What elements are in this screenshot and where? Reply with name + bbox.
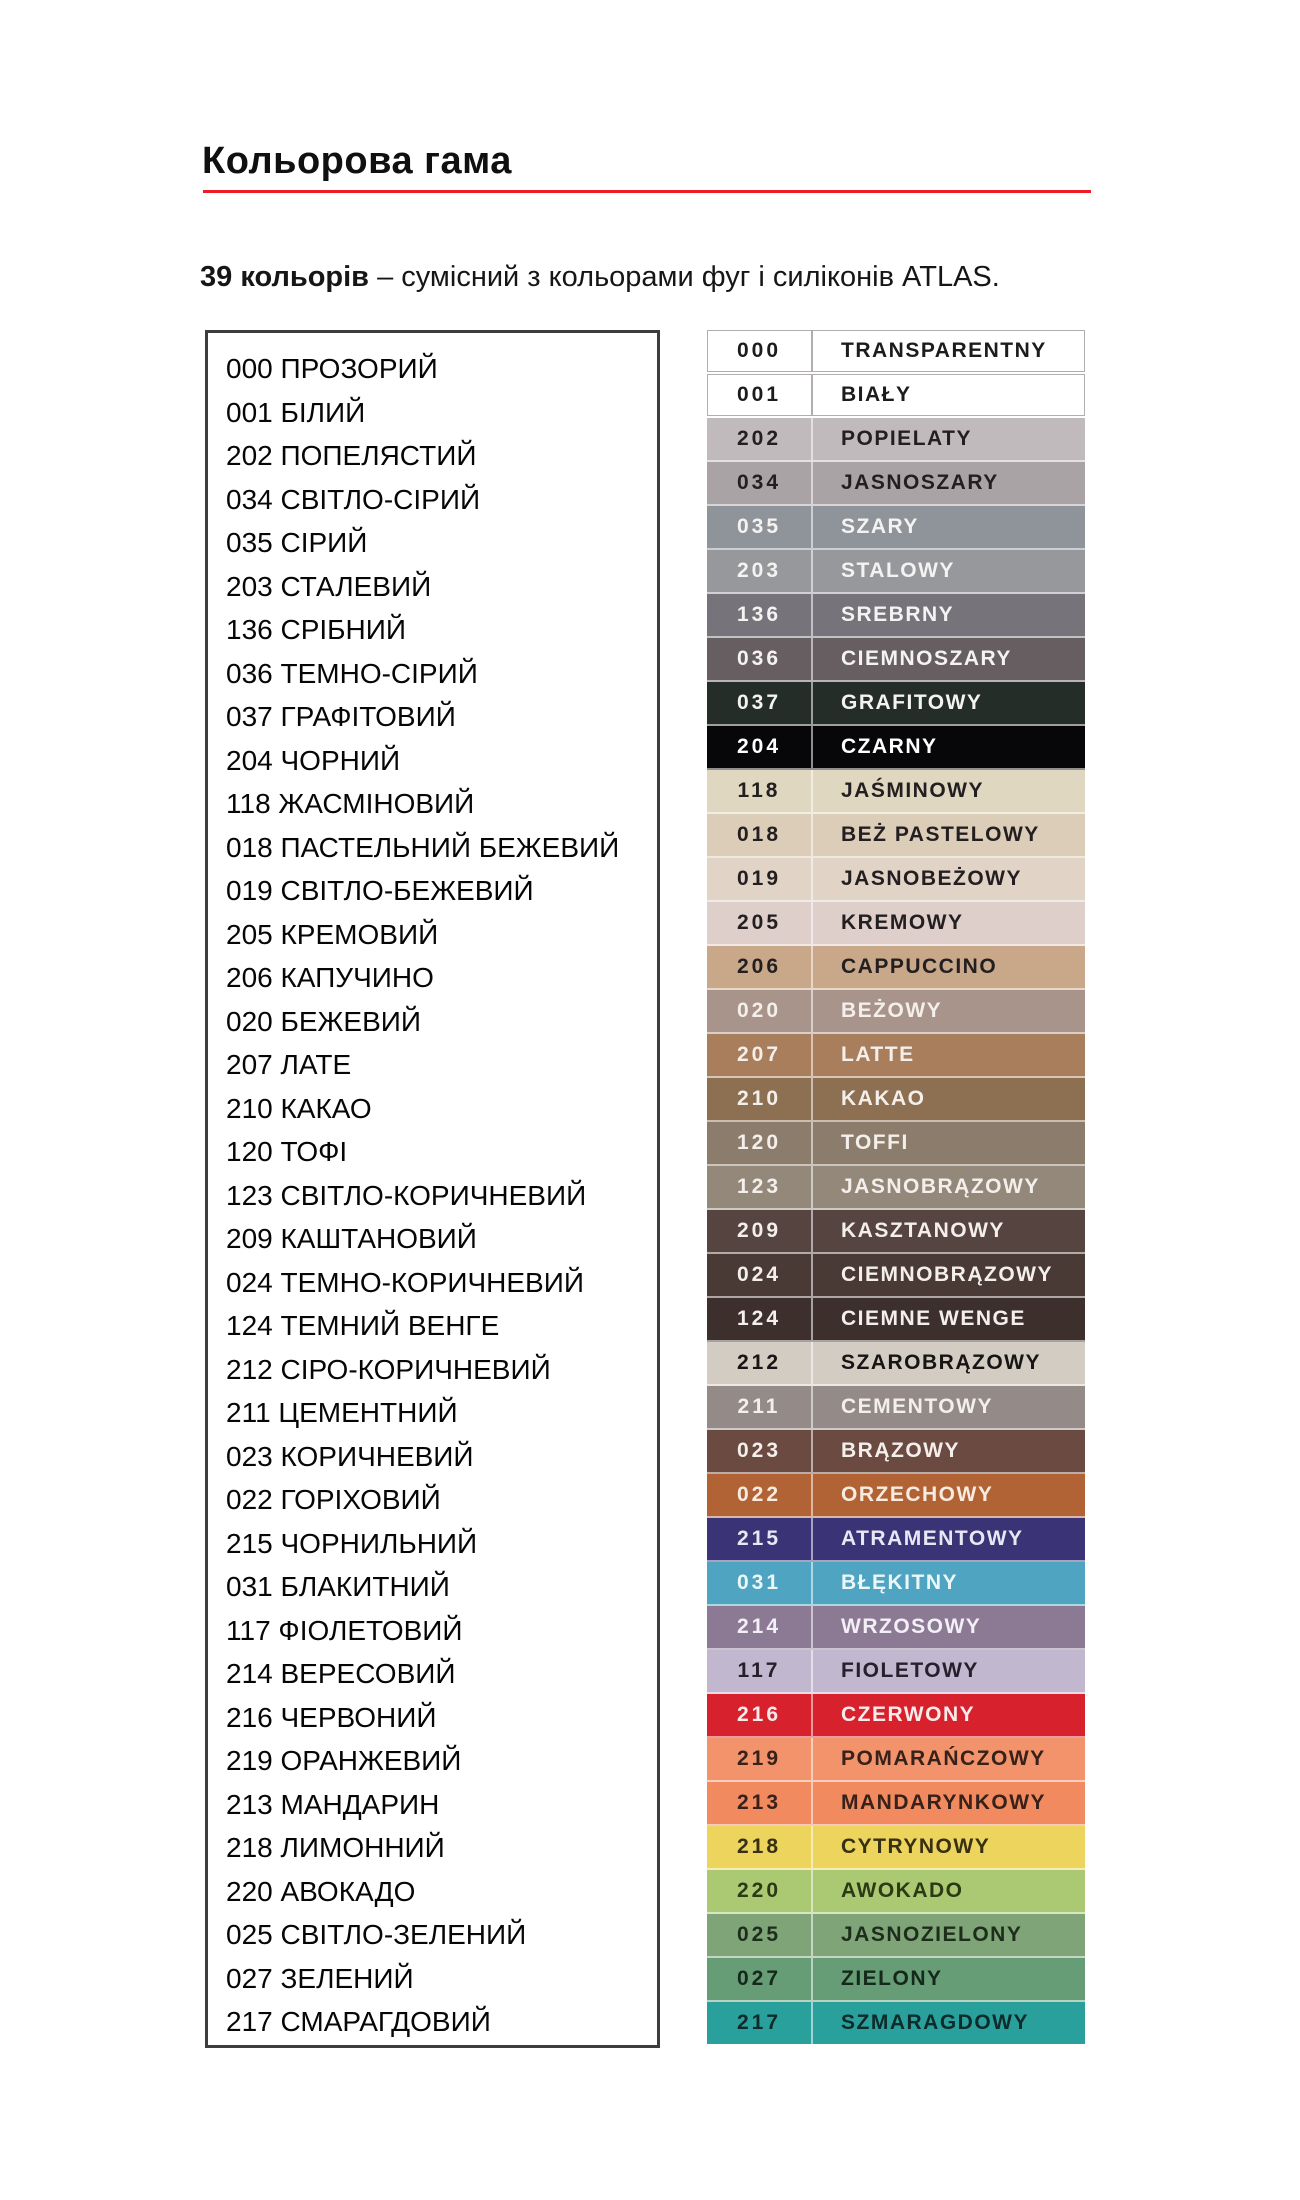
list-item: 117 ФІОЛЕТОВИЙ xyxy=(226,1614,463,1646)
table-row xyxy=(707,770,1085,814)
table-row xyxy=(707,330,1085,374)
list-item: 036 ТЕМНО-СІРИЙ xyxy=(226,657,478,689)
code-cell: 019 xyxy=(736,867,782,890)
code-cell: 124 xyxy=(736,1307,782,1330)
table-row xyxy=(707,1562,1085,1606)
list-item: 031 БЛАКИТНИЙ xyxy=(226,1571,450,1602)
list-item: 214 ВЕРЕСОВИЙ xyxy=(226,1658,456,1689)
table-row xyxy=(707,1254,1085,1298)
list-item: 000 ПРОЗОРИЙ xyxy=(226,353,438,384)
list-item: 120 ТОФІ xyxy=(226,1136,348,1167)
name-cell: POPIELATY xyxy=(841,427,972,450)
list-item: 023 КОРИЧНЕВИЙ xyxy=(226,1440,474,1472)
ukrainian-color-list xyxy=(205,330,660,2048)
code-cell: 213 xyxy=(736,1791,782,1814)
list-item: 025 СВІТЛО-ЗЕЛЕНИЙ xyxy=(226,1919,527,1950)
code-cell: 205 xyxy=(736,911,782,934)
name-cell: KREMOWY xyxy=(841,911,964,934)
name-cell: SZAROBRĄZOWY xyxy=(841,1351,1041,1374)
list-item: 037 ГРАФІТОВИЙ xyxy=(226,701,456,732)
name-cell: BEŻ PASTELOWY xyxy=(841,823,1040,846)
table-row xyxy=(707,1738,1085,1782)
name-cell: CEMENTOWY xyxy=(841,1395,993,1418)
table-row xyxy=(707,814,1085,858)
code-cell: 036 xyxy=(736,647,782,670)
table-row xyxy=(707,1958,1085,2002)
name-cell: BŁĘKITNY xyxy=(841,1571,958,1594)
list-item: 217 СМАРАГДОВИЙ xyxy=(226,2006,491,2037)
list-item: 212 СІРО-КОРИЧНЕВИЙ xyxy=(226,1353,551,1385)
list-item: 018 ПАСТЕЛЬНИЙ БЕЖЕВИЙ xyxy=(226,831,620,863)
code-cell: 211 xyxy=(737,1395,781,1418)
list-item: 210 КАКАО xyxy=(226,1092,372,1124)
code-cell: 023 xyxy=(736,1439,782,1462)
code-cell: 209 xyxy=(736,1219,782,1242)
table-row xyxy=(707,1122,1085,1166)
code-cell: 206 xyxy=(736,955,782,978)
code-cell: 216 xyxy=(736,1703,782,1726)
intro-text xyxy=(200,261,1000,294)
name-cell: SZMARAGDOWY xyxy=(841,2011,1029,2034)
code-cell: 123 xyxy=(736,1175,782,1198)
name-cell: JAŚMINOWY xyxy=(841,779,985,802)
code-cell: 024 xyxy=(736,1263,782,1286)
table-row xyxy=(707,1430,1085,1474)
code-cell: 212 xyxy=(736,1351,782,1374)
list-item: 209 КАШТАНОВИЙ xyxy=(226,1223,477,1254)
name-cell: AWOKADO xyxy=(841,1879,964,1902)
code-cell: 001 xyxy=(736,383,782,406)
list-item: 027 ЗЕЛЕНИЙ xyxy=(226,1962,414,1994)
list-item: 207 ЛАТЕ xyxy=(226,1049,352,1080)
code-cell: 214 xyxy=(736,1615,782,1638)
table-row xyxy=(707,1914,1085,1958)
table-row xyxy=(707,1518,1085,1562)
table-row xyxy=(707,1166,1085,1210)
table-row xyxy=(707,638,1085,682)
list-item: 124 ТЕМНИЙ ВЕНГЕ xyxy=(226,1310,500,1341)
name-cell: LATTE xyxy=(841,1043,915,1066)
table-row xyxy=(707,1298,1085,1342)
name-cell: MANDARYNKOWY xyxy=(841,1791,1047,1814)
table-row xyxy=(707,1210,1085,1254)
code-cell: 018 xyxy=(736,823,782,846)
list-item: 205 КРЕМОВИЙ xyxy=(226,918,439,950)
name-cell: CIEMNOBRĄZOWY xyxy=(841,1263,1053,1286)
table-row xyxy=(707,1474,1085,1518)
name-cell: ATRAMENTOWY xyxy=(841,1527,1024,1550)
list-item: 219 ОРАНЖЕВИЙ xyxy=(226,1745,462,1776)
name-cell: ORZECHOWY xyxy=(841,1483,994,1506)
table-row xyxy=(707,1606,1085,1650)
table-row xyxy=(707,374,1085,418)
name-cell: POMARAŃCZOWY xyxy=(841,1747,1046,1770)
name-cell: JASNOZIELONY xyxy=(841,1923,1023,1946)
table-row xyxy=(707,1386,1085,1430)
code-cell: 118 xyxy=(737,779,781,802)
code-cell: 202 xyxy=(736,427,782,450)
table-row xyxy=(707,1826,1085,1870)
name-cell: JASNOSZARY xyxy=(841,471,999,494)
table-row xyxy=(707,1034,1085,1078)
list-item: 203 СТАЛЕВИЙ xyxy=(226,570,432,602)
code-cell: 027 xyxy=(736,1967,782,1990)
name-cell: KAKAO xyxy=(841,1087,926,1110)
list-item: 211 ЦЕМЕНТНИЙ xyxy=(226,1397,458,1428)
intro-bold: 39 кольорів xyxy=(200,261,370,293)
code-cell: 034 xyxy=(736,471,782,494)
table-row xyxy=(707,1078,1085,1122)
table-row xyxy=(707,418,1085,462)
list-item: 035 СІРИЙ xyxy=(226,527,368,558)
table-row xyxy=(707,726,1085,770)
table-row xyxy=(707,902,1085,946)
name-cell: FIOLETOWY xyxy=(841,1659,979,1682)
table-row xyxy=(707,506,1085,550)
name-cell: BIAŁY xyxy=(841,383,912,406)
list-item: 034 СВІТЛО-СІРИЙ xyxy=(226,483,481,515)
code-cell: 218 xyxy=(736,1835,782,1858)
code-cell: 025 xyxy=(736,1923,782,1946)
name-cell: ZIELONY xyxy=(841,1967,943,1990)
table-row xyxy=(707,1694,1085,1738)
code-cell: 022 xyxy=(736,1483,782,1506)
list-item: 001 БІЛИЙ xyxy=(226,396,366,428)
page-title: Кольорова гама xyxy=(202,140,512,182)
name-cell: JASNOBEŻOWY xyxy=(841,867,1023,890)
list-item: 123 СВІТЛО-КОРИЧНЕВИЙ xyxy=(226,1179,587,1211)
list-item: 136 СРІБНИЙ xyxy=(226,614,407,645)
red-divider xyxy=(203,190,1091,193)
name-cell: BRĄZOWY xyxy=(841,1439,960,1462)
polish-color-table xyxy=(707,330,1085,2044)
code-cell: 210 xyxy=(736,1087,782,1110)
name-cell: JASNOBRĄZOWY xyxy=(841,1175,1040,1198)
name-cell: SZARY xyxy=(841,515,919,538)
name-cell: BEŻOWY xyxy=(841,999,943,1022)
list-item: 215 ЧОРНИЛЬНИЙ xyxy=(226,1527,478,1559)
name-cell: KASZTANOWY xyxy=(841,1219,1005,1242)
code-cell: 000 xyxy=(736,339,782,362)
code-cell: 020 xyxy=(736,999,782,1022)
code-cell: 136 xyxy=(736,603,782,626)
name-cell: SREBRNY xyxy=(841,603,955,626)
table-row xyxy=(707,1342,1085,1386)
code-cell: 120 xyxy=(736,1131,782,1154)
table-row xyxy=(707,2002,1085,2044)
name-cell: CAPPUCCINO xyxy=(841,955,998,978)
list-item: 118 ЖАСМІНОВИЙ xyxy=(226,788,475,819)
code-cell: 219 xyxy=(736,1747,782,1770)
name-cell: CIEMNOSZARY xyxy=(841,647,1012,670)
table-row xyxy=(707,682,1085,726)
list-item: 204 ЧОРНИЙ xyxy=(226,744,401,776)
code-cell: 217 xyxy=(736,2011,782,2034)
table-row xyxy=(707,594,1085,638)
code-cell: 035 xyxy=(736,515,782,538)
code-cell: 037 xyxy=(736,691,782,714)
name-cell: CIEMNE WENGE xyxy=(841,1307,1026,1330)
table-row xyxy=(707,1870,1085,1914)
table-row xyxy=(707,990,1085,1034)
code-cell: 215 xyxy=(736,1527,782,1550)
name-cell: CZARNY xyxy=(841,735,938,758)
table-row xyxy=(707,550,1085,594)
code-cell: 207 xyxy=(736,1043,782,1066)
code-cell: 031 xyxy=(736,1571,782,1594)
table-row xyxy=(707,1650,1085,1694)
name-cell: STALOWY xyxy=(841,559,955,582)
list-item: 020 БЕЖЕВИЙ xyxy=(226,1005,422,1037)
name-cell: WRZOSOWY xyxy=(841,1615,982,1638)
table-row xyxy=(707,946,1085,990)
list-item: 213 МАНДАРИН xyxy=(226,1788,440,1820)
name-cell: GRAFITOWY xyxy=(841,691,983,714)
name-cell: CZERWONY xyxy=(841,1703,976,1726)
intro-rest: – сумісний з кольорами фуг і силіконів ATLAS. xyxy=(369,261,1000,293)
code-cell: 220 xyxy=(736,1879,782,1902)
list-item: 220 АВОКАДО xyxy=(226,1875,416,1907)
code-cell: 204 xyxy=(736,735,782,758)
name-cell: TRANSPARENTNY xyxy=(841,339,1047,362)
list-item: 202 ПОПЕЛЯСТИЙ xyxy=(226,440,477,471)
table-row xyxy=(707,1782,1085,1826)
name-cell: CYTRYNOWY xyxy=(841,1835,991,1858)
list-item: 218 ЛИМОННИЙ xyxy=(226,1832,445,1863)
list-item: 024 ТЕМНО-КОРИЧНЕВИЙ xyxy=(226,1266,584,1298)
list-item: 019 СВІТЛО-БЕЖЕВИЙ xyxy=(226,875,534,906)
list-item: 206 КАПУЧИНО xyxy=(226,962,434,993)
table-row xyxy=(707,858,1085,902)
table-row xyxy=(707,462,1085,506)
code-cell: 117 xyxy=(737,1659,781,1682)
list-item: 022 ГОРІХОВИЙ xyxy=(226,1484,441,1515)
code-cell: 203 xyxy=(736,559,782,582)
list-item: 216 ЧЕРВОНИЙ xyxy=(226,1701,437,1733)
name-cell: TOFFI xyxy=(841,1131,909,1154)
